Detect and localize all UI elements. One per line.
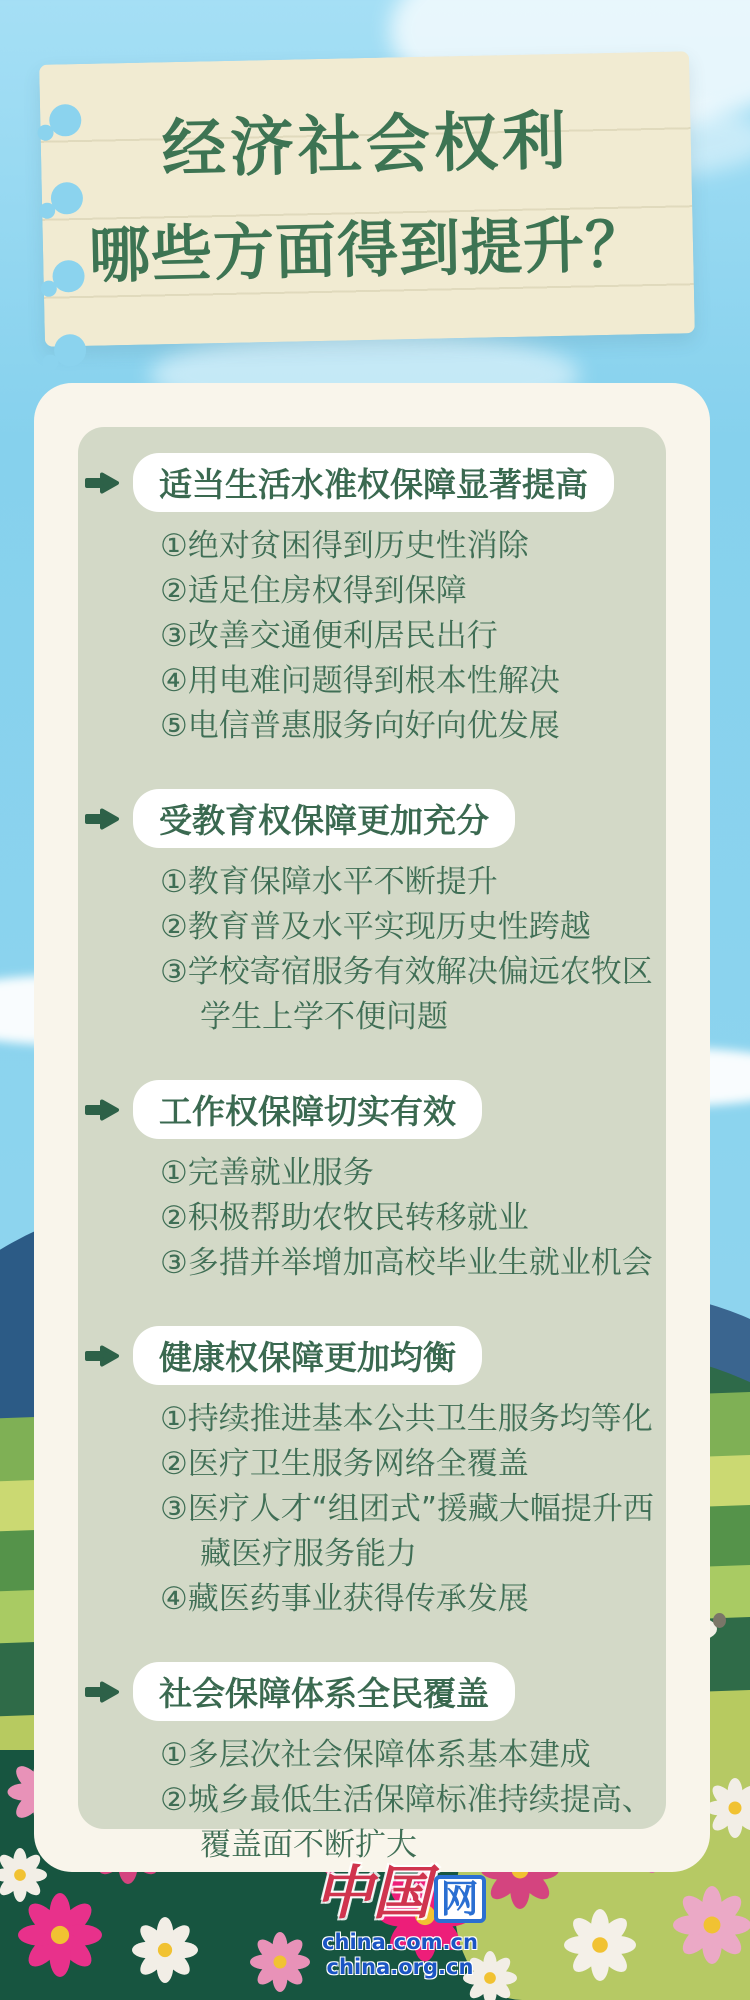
list-item: ④用电难问题得到根本性解决 <box>160 663 560 699</box>
arrow-right-icon <box>84 1679 120 1705</box>
arrow-right-icon <box>84 470 120 496</box>
content-card <box>34 383 710 1872</box>
binder-hole <box>54 334 87 367</box>
section-title-pill: 受教育权保障更加充分 <box>133 789 515 848</box>
content-panel <box>78 427 666 1863</box>
list-item: ③医疗人才“组团式”援藏大幅提升西藏医疗服务能力 <box>160 1491 654 1572</box>
china-net-logo <box>310 1846 490 1980</box>
section-social-security <box>82 1662 660 1868</box>
section-work <box>82 1080 660 1286</box>
section-title-pill: 工作权保障切实有效 <box>133 1080 482 1139</box>
list-item: ①绝对贫困得到历史性消除 <box>160 528 529 564</box>
list-item: ③改善交通便利居民出行 <box>160 618 498 654</box>
list-item: ②城乡最低生活保障标准持续提高、覆盖面不断扩大 <box>160 1782 653 1863</box>
list-item: ②积极帮助农牧民转移就业 <box>160 1200 529 1236</box>
arrow-right-icon <box>84 1343 120 1369</box>
logo-domain-2: china.org.cn <box>326 1955 474 1979</box>
arrow-right-icon <box>84 1097 120 1123</box>
list-item: ①完善就业服务 <box>160 1155 374 1191</box>
list-item: ⑤电信普惠服务向好向优发展 <box>160 708 560 744</box>
page-title-line2: 哪些方面得到提升？ <box>88 209 648 292</box>
section-living-standard <box>82 453 660 749</box>
list-item: ②教育普及水平实现历史性跨越 <box>160 909 591 945</box>
arrow-right-icon <box>84 806 120 832</box>
logo-domain-1: china.com.cn <box>322 1930 478 1954</box>
section-title-pill: 健康权保障更加均衡 <box>133 1326 482 1385</box>
section-health <box>82 1326 660 1622</box>
list-item: ①教育保障水平不断提升 <box>160 864 498 900</box>
list-item: ①持续推进基本公共卫生服务均等化 <box>160 1401 653 1437</box>
list-item: ②适足住房权得到保障 <box>160 573 467 609</box>
section-education <box>82 789 660 1040</box>
logo-wang-text: 网 <box>434 1875 486 1923</box>
list-item: ②医疗卫生服务网络全覆盖 <box>160 1446 529 1482</box>
list-item: ③多措并举增加高校毕业生就业机会 <box>160 1245 653 1281</box>
list-item: ④藏医药事业获得传承发展 <box>160 1581 529 1617</box>
section-title-pill: 适当生活水准权保障显著提高 <box>133 453 614 512</box>
list-item: ③学校寄宿服务有效解决偏远农牧区学生上学不便问题 <box>160 954 653 1035</box>
list-item: ①多层次社会保障体系基本建成 <box>160 1737 591 1773</box>
page-title-line1: 经济社会权利 <box>161 104 571 188</box>
section-title-pill: 社会保障体系全民覆盖 <box>133 1662 515 1721</box>
logo-zhongguo-text: 中国 <box>314 1859 431 1927</box>
header-paper-card <box>39 51 695 347</box>
